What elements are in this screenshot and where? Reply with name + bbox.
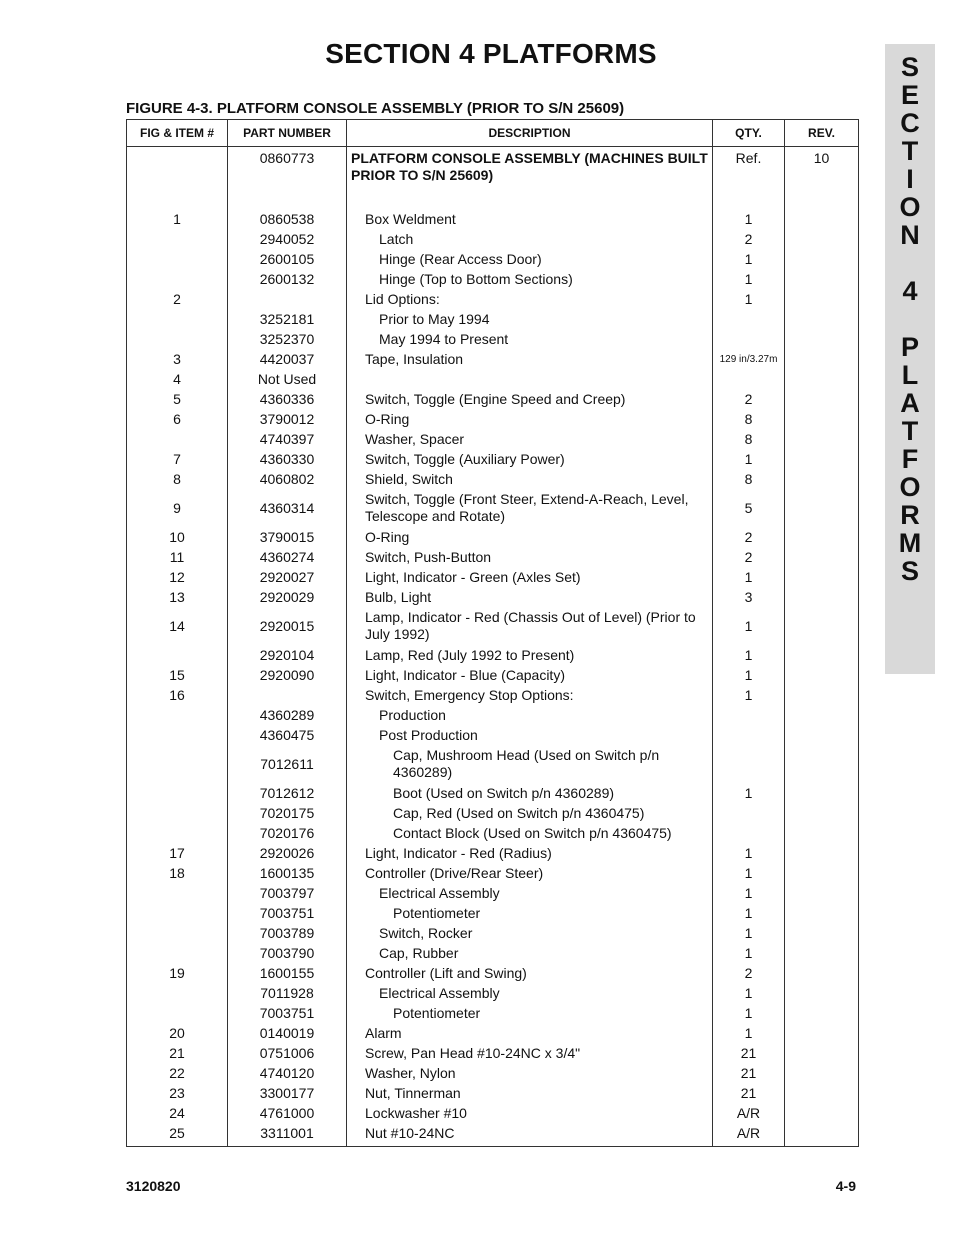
cell-qty: 8: [713, 429, 785, 449]
cell-qty: 1: [713, 863, 785, 883]
cell-rev: [785, 1003, 859, 1023]
cell-fig-item: [127, 823, 228, 843]
cell-fig-item: 17: [127, 843, 228, 863]
cell-part-number: 7003797: [228, 883, 347, 903]
table-row: [127, 883, 859, 903]
cell-part-number: 7012612: [228, 783, 347, 803]
cell-part-number: 4360314: [228, 489, 347, 527]
cell-fig-item: [127, 943, 228, 963]
cell-part-number: 0751006: [228, 1043, 347, 1063]
cell-qty: 1: [713, 665, 785, 685]
cell-part-number: 0140019: [228, 1023, 347, 1043]
cell-qty: 1: [713, 903, 785, 923]
cell-qty: 2: [713, 389, 785, 409]
cell-fig-item: 2: [127, 289, 228, 309]
table-row: [127, 309, 859, 329]
cell-fig-item: 7: [127, 449, 228, 469]
cell-part-number: 7011928: [228, 983, 347, 1003]
cell-qty: [713, 369, 785, 389]
cell-part-number: 3252181: [228, 309, 347, 329]
cell-part-number: 7003790: [228, 943, 347, 963]
table-row: [127, 209, 859, 229]
header-part-number: PART NUMBER: [228, 120, 347, 147]
cell-rev: [785, 685, 859, 705]
cell-qty: 2: [713, 527, 785, 547]
cell-fig-item: [127, 309, 228, 329]
table-row: [127, 745, 859, 783]
cell-qty: [713, 725, 785, 745]
cell-fig-item: [127, 269, 228, 289]
cell-part-number: 1600155: [228, 963, 347, 983]
cell-fig-item: [127, 923, 228, 943]
table-row: [127, 587, 859, 607]
cell-rev: [785, 429, 859, 449]
cell-fig-item: [127, 1003, 228, 1023]
table-row: [127, 943, 859, 963]
cell-part-number: 7012611: [228, 745, 347, 783]
cell-fig-item: [127, 725, 228, 745]
cell-description: Lockwasher #10: [347, 1103, 713, 1123]
cell-part-number: 3790012: [228, 409, 347, 429]
cell-part-number: 2600132: [228, 269, 347, 289]
table-row: [127, 823, 859, 843]
cell-part-number: [228, 685, 347, 705]
cell-part-number: 4360475: [228, 725, 347, 745]
cell-description: Controller (Drive/Rear Steer): [347, 863, 713, 883]
cell-qty: 1: [713, 685, 785, 705]
cell-rev: [785, 349, 859, 369]
cell-rev: [785, 229, 859, 249]
cell-description: O-Ring: [347, 527, 713, 547]
cell-description: Washer, Spacer: [347, 429, 713, 449]
table-row: [127, 963, 859, 983]
cell-part-number: 3300177: [228, 1083, 347, 1103]
cell-qty: 1: [713, 1023, 785, 1043]
table-row: [127, 187, 859, 209]
cell-qty: 1: [713, 449, 785, 469]
cell-qty: [713, 187, 785, 209]
cell-description: O-Ring: [347, 409, 713, 429]
cell-qty: [713, 309, 785, 329]
cell-qty: 2: [713, 547, 785, 567]
table-row: [127, 983, 859, 1003]
cell-fig-item: [127, 803, 228, 823]
cell-rev: [785, 309, 859, 329]
cell-rev: [785, 1063, 859, 1083]
cell-part-number: 2920015: [228, 607, 347, 645]
cell-fig-item: 20: [127, 1023, 228, 1043]
cell-description: Cap, Rubber: [347, 943, 713, 963]
cell-rev: [785, 289, 859, 309]
cell-rev: [785, 527, 859, 547]
figure-title: FIGURE 4-3. PLATFORM CONSOLE ASSEMBLY (PRIOR TO S/N 25609): [126, 100, 625, 117]
cell-qty: 3: [713, 587, 785, 607]
cell-fig-item: [127, 229, 228, 249]
cell-rev: [785, 983, 859, 1003]
cell-rev: [785, 803, 859, 823]
filler-cell: [713, 1144, 785, 1147]
filler-cell: [785, 1144, 859, 1147]
table-row: [127, 547, 859, 567]
parts-table-body: [127, 147, 859, 1147]
cell-rev: [785, 1083, 859, 1103]
cell-fig-item: [127, 903, 228, 923]
cell-description: Shield, Switch: [347, 469, 713, 489]
cell-fig-item: 10: [127, 527, 228, 547]
cell-description: Switch, Toggle (Auxiliary Power): [347, 449, 713, 469]
table-row: [127, 1063, 859, 1083]
cell-rev: [785, 963, 859, 983]
cell-part-number: 3252370: [228, 329, 347, 349]
cell-description: Controller (Lift and Swing): [347, 963, 713, 983]
header-fig-item: FIG & ITEM #: [127, 120, 228, 147]
header-description: DESCRIPTION: [347, 120, 713, 147]
cell-description: Electrical Assembly: [347, 883, 713, 903]
table-row: [127, 449, 859, 469]
cell-rev: [785, 567, 859, 587]
section-title: SECTION 4 PLATFORMS: [325, 38, 657, 69]
cell-qty: 21: [713, 1063, 785, 1083]
table-row: [127, 1083, 859, 1103]
cell-qty: [713, 329, 785, 349]
cell-part-number: 7003751: [228, 903, 347, 923]
cell-rev: [785, 1103, 859, 1123]
table-row: [127, 843, 859, 863]
table-row: [127, 429, 859, 449]
cell-fig-item: [127, 329, 228, 349]
cell-part-number: 3311001: [228, 1124, 347, 1144]
cell-description: Boot (Used on Switch p/n 4360289): [347, 783, 713, 803]
cell-description: Light, Indicator - Blue (Capacity): [347, 665, 713, 685]
cell-description: Latch: [347, 229, 713, 249]
cell-qty: [713, 705, 785, 725]
cell-description: Hinge (Top to Bottom Sections): [347, 269, 713, 289]
cell-rev: [785, 745, 859, 783]
cell-part-number: 2920029: [228, 587, 347, 607]
cell-qty: 1: [713, 883, 785, 903]
cell-part-number: 3790015: [228, 527, 347, 547]
cell-fig-item: 22: [127, 1063, 228, 1083]
cell-part-number: 0860538: [228, 209, 347, 229]
table-row: [127, 349, 859, 369]
cell-fig-item: [127, 883, 228, 903]
parts-table: [126, 119, 859, 1147]
cell-description: Electrical Assembly: [347, 983, 713, 1003]
cell-fig-item: [127, 147, 228, 188]
table-row: [127, 863, 859, 883]
cell-description: Screw, Pan Head #10-24NC x 3/4": [347, 1043, 713, 1063]
table-row: [127, 409, 859, 429]
table-row: [127, 923, 859, 943]
cell-rev: [785, 1124, 859, 1144]
table-row: [127, 1043, 859, 1063]
cell-description: Switch, Push-Button: [347, 547, 713, 567]
table-row: [127, 665, 859, 685]
cell-rev: [785, 923, 859, 943]
cell-part-number: 4420037: [228, 349, 347, 369]
cell-fig-item: 4: [127, 369, 228, 389]
cell-rev: [785, 369, 859, 389]
cell-rev: [785, 547, 859, 567]
cell-qty: 1: [713, 645, 785, 665]
cell-rev: [785, 645, 859, 665]
cell-fig-item: 19: [127, 963, 228, 983]
cell-description: Switch, Emergency Stop Options:: [347, 685, 713, 705]
table-row: [127, 645, 859, 665]
cell-rev: [785, 1043, 859, 1063]
cell-qty: 1: [713, 943, 785, 963]
cell-fig-item: 15: [127, 665, 228, 685]
cell-rev: [785, 725, 859, 745]
cell-description: Cap, Red (Used on Switch p/n 4360475): [347, 803, 713, 823]
cell-description: PLATFORM CONSOLE ASSEMBLY (MACHINES BUILT PRIOR TO S/N 25609): [347, 147, 713, 188]
cell-fig-item: 11: [127, 547, 228, 567]
table-row: [127, 1124, 859, 1144]
cell-part-number: Not Used: [228, 369, 347, 389]
cell-fig-item: 14: [127, 607, 228, 645]
cell-description: Switch, Rocker: [347, 923, 713, 943]
cell-rev: [785, 187, 859, 209]
cell-part-number: 4740397: [228, 429, 347, 449]
cell-rev: [785, 1023, 859, 1043]
cell-description: Lid Options:: [347, 289, 713, 309]
cell-qty: 2: [713, 963, 785, 983]
cell-part-number: 4060802: [228, 469, 347, 489]
cell-qty: 1: [713, 209, 785, 229]
cell-rev: [785, 607, 859, 645]
table-row: [127, 229, 859, 249]
table-row: [127, 725, 859, 745]
cell-qty: [713, 745, 785, 783]
table-row: [127, 489, 859, 527]
cell-description: Light, Indicator - Red (Radius): [347, 843, 713, 863]
cell-fig-item: [127, 783, 228, 803]
cell-description: Bulb, Light: [347, 587, 713, 607]
table-row: [127, 685, 859, 705]
cell-rev: [785, 249, 859, 269]
cell-part-number: 4360274: [228, 547, 347, 567]
header-qty: QTY.: [713, 120, 785, 147]
cell-part-number: 7003751: [228, 1003, 347, 1023]
table-filler-row: [127, 1144, 859, 1147]
cell-fig-item: 6: [127, 409, 228, 429]
cell-qty: [713, 823, 785, 843]
cell-qty: 1: [713, 843, 785, 863]
cell-fig-item: [127, 745, 228, 783]
cell-description: Light, Indicator - Green (Axles Set): [347, 567, 713, 587]
cell-qty: A/R: [713, 1124, 785, 1144]
cell-description: Post Production: [347, 725, 713, 745]
cell-fig-item: 21: [127, 1043, 228, 1063]
table-row: [127, 903, 859, 923]
cell-description: Tape, Insulation: [347, 349, 713, 369]
cell-qty: 8: [713, 469, 785, 489]
cell-rev: [785, 469, 859, 489]
cell-part-number: 4360289: [228, 705, 347, 725]
cell-description: Potentiometer: [347, 1003, 713, 1023]
cell-qty: Ref.: [713, 147, 785, 188]
cell-qty: A/R: [713, 1103, 785, 1123]
cell-part-number: 7020175: [228, 803, 347, 823]
cell-fig-item: 1: [127, 209, 228, 229]
cell-part-number: 2920090: [228, 665, 347, 685]
table-row: [127, 469, 859, 489]
cell-fig-item: 18: [127, 863, 228, 883]
cell-rev: [785, 269, 859, 289]
table-row: [127, 369, 859, 389]
cell-part-number: 2920104: [228, 645, 347, 665]
cell-qty: 21: [713, 1043, 785, 1063]
footer-doc-number: 3120820: [126, 1178, 181, 1194]
cell-fig-item: [127, 705, 228, 725]
cell-qty: 1: [713, 983, 785, 1003]
cell-rev: [785, 449, 859, 469]
cell-qty: 1: [713, 923, 785, 943]
cell-description: [347, 369, 713, 389]
cell-rev: [785, 705, 859, 725]
footer-page-number: 4-9: [835, 1178, 856, 1194]
cell-qty: 2: [713, 229, 785, 249]
cell-rev: [785, 209, 859, 229]
table-row: [127, 567, 859, 587]
cell-description: Potentiometer: [347, 903, 713, 923]
cell-qty: 1: [713, 289, 785, 309]
cell-part-number: 2600105: [228, 249, 347, 269]
cell-fig-item: 23: [127, 1083, 228, 1103]
table-row: [127, 783, 859, 803]
cell-qty: 5: [713, 489, 785, 527]
cell-part-number: 2940052: [228, 229, 347, 249]
cell-rev: [785, 389, 859, 409]
table-row: [127, 147, 859, 188]
cell-description: Lamp, Red (July 1992 to Present): [347, 645, 713, 665]
cell-qty: 1: [713, 1003, 785, 1023]
table-header-row: [127, 120, 859, 147]
cell-rev: [785, 863, 859, 883]
cell-description: Nut #10-24NC: [347, 1124, 713, 1144]
cell-fig-item: 9: [127, 489, 228, 527]
cell-description: Nut, Tinnerman: [347, 1083, 713, 1103]
cell-rev: [785, 943, 859, 963]
table-row: [127, 527, 859, 547]
cell-description: May 1994 to Present: [347, 329, 713, 349]
cell-description: Box Weldment: [347, 209, 713, 229]
table-row: [127, 329, 859, 349]
cell-rev: [785, 823, 859, 843]
cell-part-number: 4761000: [228, 1103, 347, 1123]
filler-cell: [347, 1144, 713, 1147]
cell-rev: [785, 783, 859, 803]
table-row: [127, 1003, 859, 1023]
cell-rev: 10: [785, 147, 859, 188]
cell-description: Hinge (Rear Access Door): [347, 249, 713, 269]
cell-description: Lamp, Indicator - Red (Chassis Out of Level) (Prior to July 1992): [347, 607, 713, 645]
cell-fig-item: 25: [127, 1124, 228, 1144]
cell-description: Cap, Mushroom Head (Used on Switch p/n 4360289): [347, 745, 713, 783]
cell-qty: [713, 803, 785, 823]
cell-description: Alarm: [347, 1023, 713, 1043]
side-tab-text: S E C T I O N 4 P L A T F O R M S: [898, 52, 922, 586]
table-row: [127, 1023, 859, 1043]
cell-description: Switch, Toggle (Engine Speed and Creep): [347, 389, 713, 409]
cell-part-number: 2920026: [228, 843, 347, 863]
cell-description: Washer, Nylon: [347, 1063, 713, 1083]
filler-cell: [228, 1144, 347, 1147]
cell-part-number: 4360336: [228, 389, 347, 409]
cell-qty: 1: [713, 269, 785, 289]
cell-description: Production: [347, 705, 713, 725]
cell-description: Switch, Toggle (Front Steer, Extend-A-Reach, Level, Telescope and Rotate): [347, 489, 713, 527]
filler-cell: [127, 1144, 228, 1147]
cell-part-number: 7020176: [228, 823, 347, 843]
table-row: [127, 607, 859, 645]
table-row: [127, 705, 859, 725]
cell-part-number: 2920027: [228, 567, 347, 587]
cell-rev: [785, 665, 859, 685]
cell-fig-item: 24: [127, 1103, 228, 1123]
cell-part-number: 7003789: [228, 923, 347, 943]
table-row: [127, 389, 859, 409]
cell-part-number: [228, 187, 347, 209]
table-row: [127, 249, 859, 269]
cell-part-number: 0860773: [228, 147, 347, 188]
table-row: [127, 289, 859, 309]
cell-rev: [785, 489, 859, 527]
table-row: [127, 269, 859, 289]
cell-fig-item: [127, 645, 228, 665]
cell-part-number: [228, 289, 347, 309]
cell-qty: 129 in/3.27m: [713, 349, 785, 369]
cell-rev: [785, 409, 859, 429]
cell-fig-item: [127, 249, 228, 269]
cell-part-number: 1600135: [228, 863, 347, 883]
table-row: [127, 1103, 859, 1123]
cell-description: Prior to May 1994: [347, 309, 713, 329]
cell-qty: 8: [713, 409, 785, 429]
cell-description: [347, 187, 713, 209]
cell-description: Contact Block (Used on Switch p/n 4360475): [347, 823, 713, 843]
cell-fig-item: 16: [127, 685, 228, 705]
cell-fig-item: 12: [127, 567, 228, 587]
cell-fig-item: [127, 429, 228, 449]
cell-part-number: 4360330: [228, 449, 347, 469]
cell-rev: [785, 587, 859, 607]
cell-fig-item: 3: [127, 349, 228, 369]
cell-qty: 1: [713, 249, 785, 269]
cell-rev: [785, 903, 859, 923]
cell-qty: 1: [713, 783, 785, 803]
cell-rev: [785, 843, 859, 863]
cell-qty: 21: [713, 1083, 785, 1103]
table-row: [127, 803, 859, 823]
cell-fig-item: [127, 983, 228, 1003]
cell-fig-item: 13: [127, 587, 228, 607]
cell-qty: 1: [713, 567, 785, 587]
cell-part-number: 4740120: [228, 1063, 347, 1083]
section-side-tab: [885, 44, 935, 674]
cell-fig-item: 5: [127, 389, 228, 409]
cell-qty: 1: [713, 607, 785, 645]
cell-fig-item: 8: [127, 469, 228, 489]
header-rev: REV.: [785, 120, 859, 147]
cell-rev: [785, 329, 859, 349]
cell-rev: [785, 883, 859, 903]
cell-fig-item: [127, 187, 228, 209]
